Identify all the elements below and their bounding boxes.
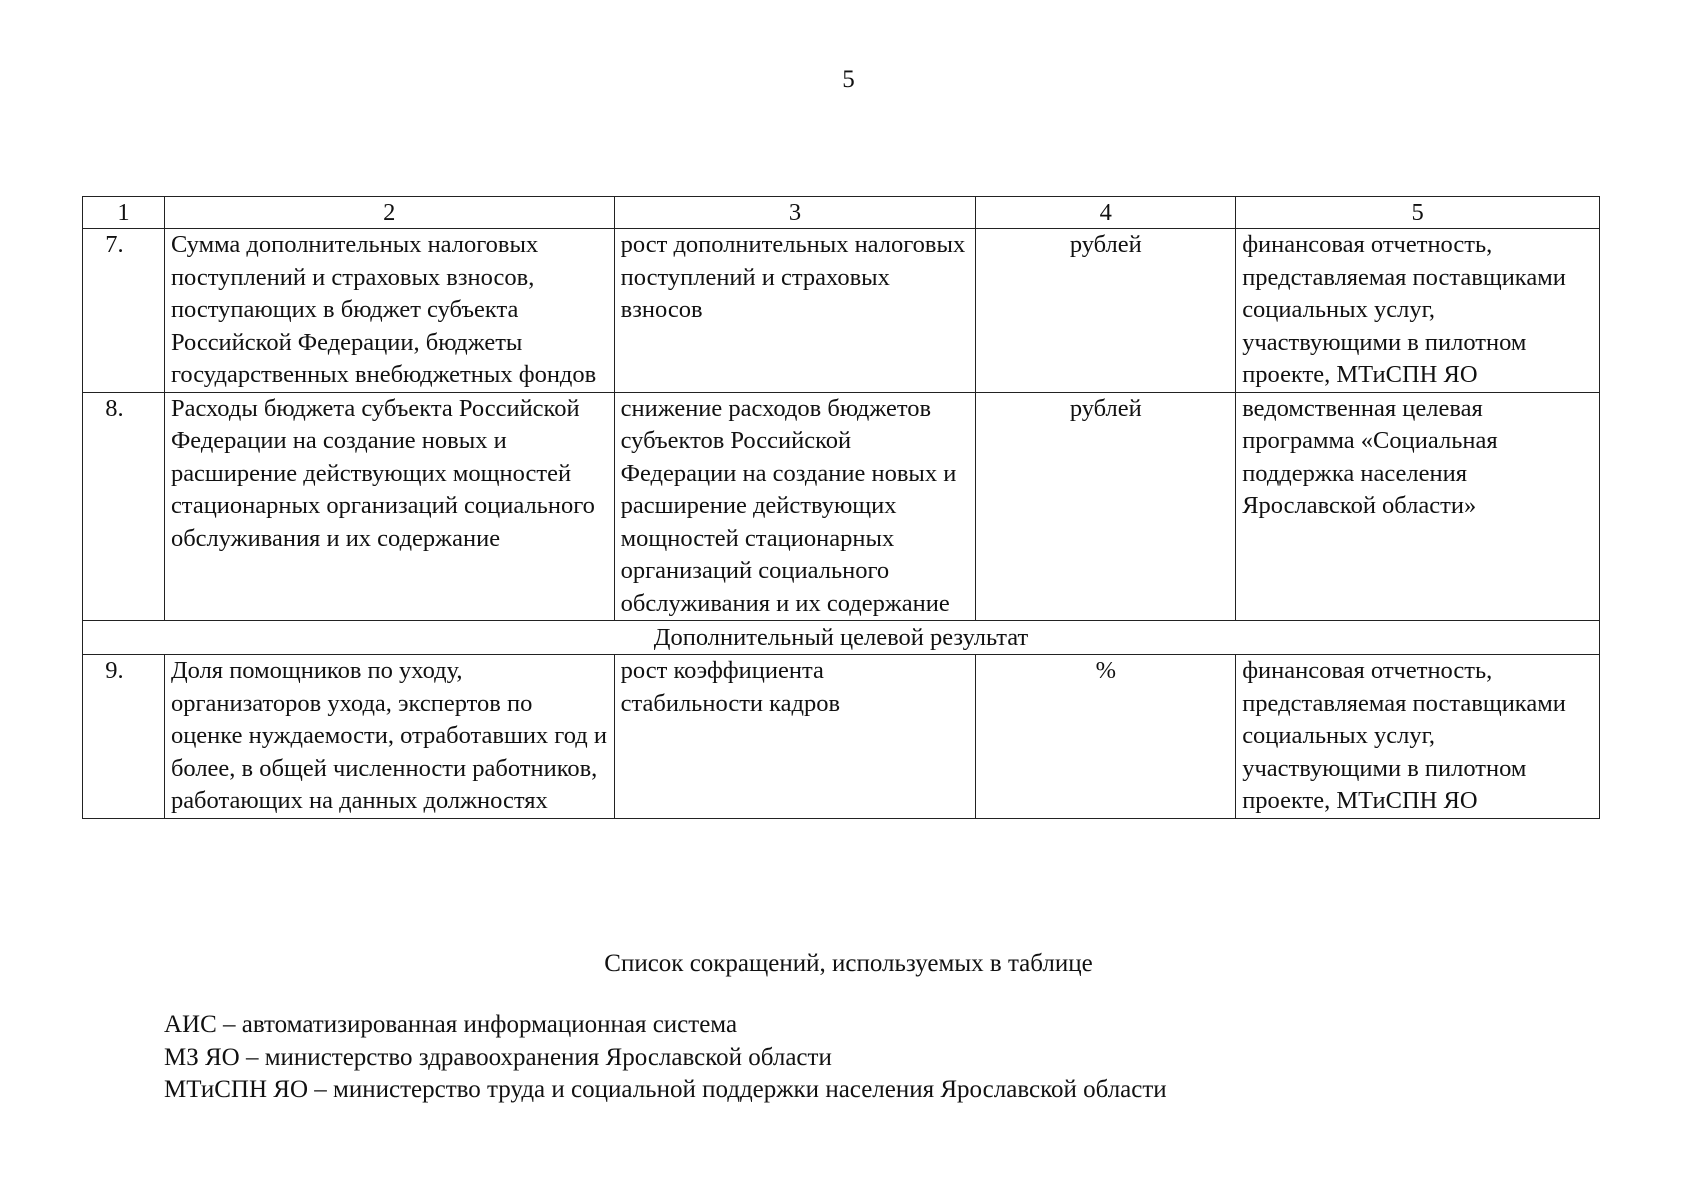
row-number: 8. — [83, 392, 165, 621]
source-cell: финансовая отчетность, представляемая поставщиками социальных услуг, участвующими в пилотном проекте, МТиСПН ЯО — [1236, 229, 1600, 393]
unit-cell: % — [976, 655, 1236, 819]
row-number: 7. — [83, 229, 165, 393]
abbreviation-item: МТиСПН ЯО – министерство труда и социальной поддержки населения Ярославской области — [164, 1076, 1167, 1103]
source-cell: финансовая отчетность, представляемая поставщиками социальных услуг, участвующими в пилотном проекте, МТиСПН ЯО — [1236, 655, 1600, 819]
section-title: Дополнительный целевой результат — [83, 621, 1600, 655]
header-cell: 4 — [976, 197, 1236, 229]
page-number: 5 — [842, 66, 855, 93]
indicator-cell: Сумма дополнительных налоговых поступлений и страховых взносов, поступающих в бюджет субъекта Российской Федерации, бюджеты государственных внебюджетных фондов — [164, 229, 614, 393]
abbreviations-title: Список сокращений, используемых в таблице — [604, 950, 1093, 977]
table-row — [83, 392, 1600, 621]
unit-cell: рублей — [976, 392, 1236, 621]
header-cell: 5 — [1236, 197, 1600, 229]
expected-result-cell: рост коэффициента стабильности кадров — [614, 655, 976, 819]
row-number: 9. — [83, 655, 165, 819]
header-cell: 3 — [614, 197, 976, 229]
table-header-row — [83, 197, 1600, 229]
indicators-table — [82, 196, 1600, 819]
indicator-cell: Расходы бюджета субъекта Российской Федерации на создание новых и расширение действующих мощностей стационарных организаций социального обслуживания и их содержание — [164, 392, 614, 621]
abbreviations-list — [164, 1009, 1167, 1107]
abbreviation-item: АИС – автоматизированная информационная система — [164, 1011, 738, 1038]
table-row — [83, 229, 1600, 393]
section-row — [83, 621, 1600, 655]
expected-result-cell: снижение расходов бюджетов субъектов Российской Федерации на создание новых и расширение действующих мощностей стационарных организаций социального обслуживания и их содержание — [614, 392, 976, 621]
header-cell: 1 — [83, 197, 165, 229]
abbreviation-item: МЗ ЯО – министерство здравоохранения Ярославской области — [164, 1043, 832, 1071]
table-row — [83, 655, 1600, 819]
header-cell: 2 — [164, 197, 614, 229]
indicator-cell: Доля помощников по уходу, организаторов ухода, экспертов по оценке нуждаемости, отработавших год и более, в общей численности работников, работающих на данных должностях — [164, 655, 614, 819]
expected-result-cell: рост дополнительных налоговых поступлений и страховых взносов — [614, 229, 976, 393]
source-cell: ведомственная целевая программа «Социальная поддержка населения Ярославской области» — [1236, 392, 1600, 621]
unit-cell: рублей — [976, 229, 1236, 393]
